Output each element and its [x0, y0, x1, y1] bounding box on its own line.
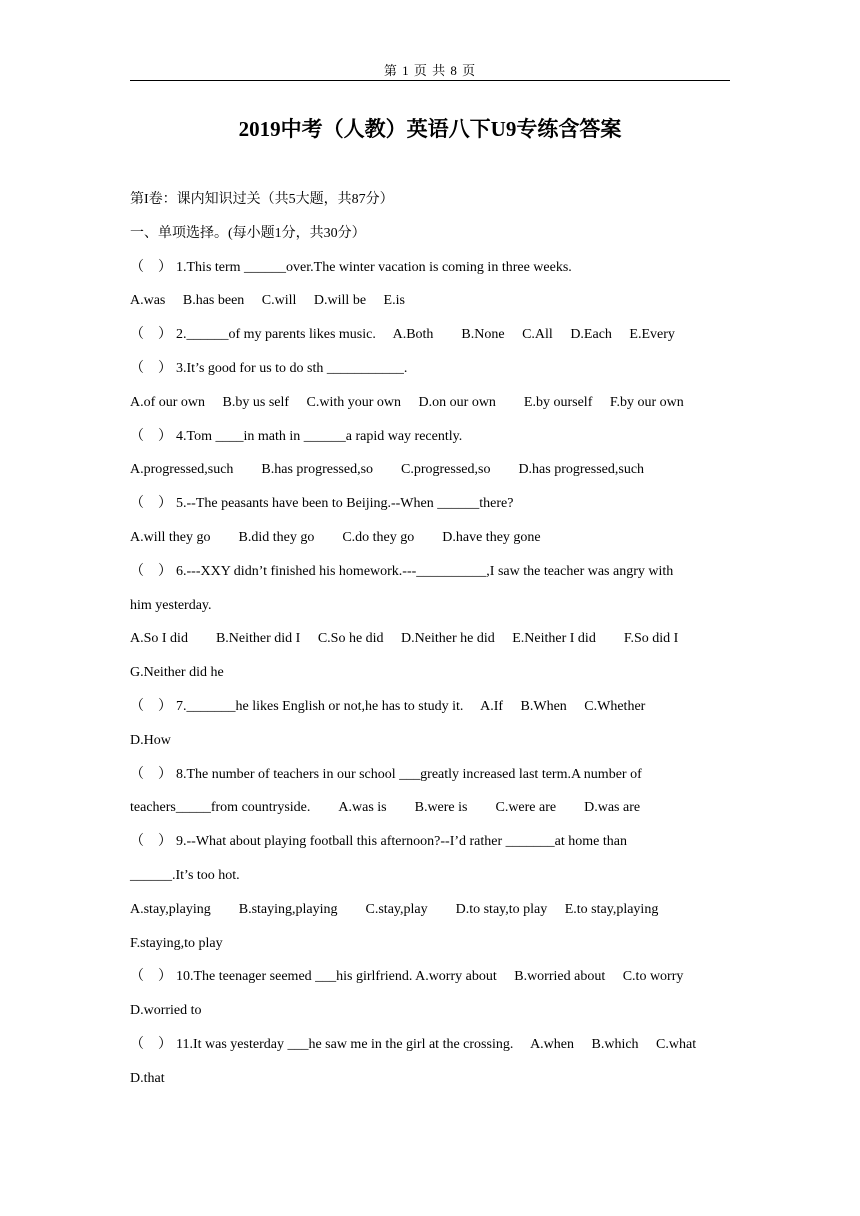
text-line — [130, 524, 735, 558]
page-header: 第 1 页 共 8 页 — [383, 63, 477, 78]
line-text: 5.--The peasants have been to Beijing.--When ______there? — [176, 496, 514, 512]
text-line — [130, 625, 735, 659]
question-line — [130, 321, 735, 355]
question-line — [130, 761, 735, 795]
text-line — [130, 794, 735, 828]
line-text: A.stay,playing B.staying,playing C.stay,play D.to stay,to play E.to stay,playing — [130, 901, 659, 917]
line-text: ______.It’s too hot. — [130, 867, 240, 883]
text-line — [130, 997, 735, 1031]
question-line — [130, 828, 735, 862]
text-line — [130, 220, 735, 254]
answer-blank: （ ） — [130, 698, 172, 714]
line-text: 8.The number of teachers in our school ___greatly increased last term.A number of — [176, 766, 642, 782]
document-body — [130, 186, 735, 1099]
answer-blank: （ ） — [130, 563, 172, 579]
answer-blank: （ ） — [130, 766, 172, 782]
text-line — [130, 287, 735, 321]
line-text: A.will they go B.did they go C.do they go D.have they gone — [130, 529, 541, 545]
text-line — [130, 456, 735, 490]
text-line — [130, 896, 735, 930]
line-text: 7._______he likes English or not,he has to study it. A.If B.When C.Whether — [176, 698, 646, 714]
line-text: A.progressed,such B.has progressed,so C.progressed,so D.has progressed,such — [130, 462, 645, 478]
line-text: 2.______of my parents likes music. A.Both B.None C.All D.Each E.Every — [176, 327, 675, 343]
text-line — [130, 862, 735, 896]
text-line — [130, 186, 735, 220]
answer-blank: （ ） — [130, 360, 172, 376]
answer-blank: （ ） — [130, 259, 172, 275]
answer-blank: （ ） — [130, 1036, 172, 1052]
line-text: A.So I did B.Neither did I C.So he did D.Neither he did E.Neither I did F.So did I — [130, 631, 679, 647]
line-text: 6.---XXY didn’t finished his homework.---__________,I saw the teacher was angry with — [176, 563, 674, 579]
line-text: teachers_____from countryside. A.was is B.were is C.were are D.was are — [130, 800, 641, 816]
line-text: D.worried to — [130, 1003, 202, 1019]
text-line — [130, 1065, 735, 1099]
line-text: 11.It was yesterday ___he saw me in the girl at the crossing. A.when B.which C.what — [176, 1036, 697, 1052]
header-divider — [130, 80, 730, 81]
line-text: 4.Tom ____in math in ______a rapid way recently. — [176, 428, 463, 444]
line-text: 第I卷：课内知识过关（共5大题，共87分） — [130, 192, 394, 207]
question-line — [130, 254, 735, 288]
question-line — [130, 693, 735, 727]
line-text: A.was B.has been C.will D.will be E.is — [130, 293, 405, 309]
answer-blank: （ ） — [130, 327, 172, 343]
answer-blank: （ ） — [130, 969, 172, 985]
line-text: F.staying,to play — [130, 935, 223, 951]
text-line — [130, 727, 735, 761]
question-line — [130, 558, 735, 592]
line-text: 一、单项选择。(每小题1分，共30分） — [130, 225, 366, 241]
document-title: 2019中考（人教）英语八下U9专练含答案 — [238, 117, 622, 141]
question-line — [130, 963, 735, 997]
question-line — [130, 490, 735, 524]
question-line — [130, 355, 735, 389]
text-line — [130, 592, 735, 626]
answer-blank: （ ） — [130, 496, 172, 512]
text-line — [130, 930, 735, 964]
question-line — [130, 423, 735, 457]
line-text: him yesterday. — [130, 597, 212, 613]
text-line — [130, 659, 735, 693]
line-text: 10.The teenager seemed ___his girlfriend. A.worry about B.worried about C.to worry — [176, 969, 684, 985]
line-text: G.Neither did he — [130, 665, 224, 681]
question-line — [130, 1031, 735, 1065]
line-text: D.that — [130, 1070, 165, 1086]
line-text: 9.--What about playing football this afternoon?--I’d rather _______at home than — [176, 834, 627, 850]
answer-blank: （ ） — [130, 428, 172, 444]
line-text: 1.This term ______over.The winter vacation is coming in three weeks. — [176, 259, 572, 275]
line-text: A.of our own B.by us self C.with your own D.on our own E.by ourself F.by our own — [130, 394, 684, 410]
answer-blank: （ ） — [130, 834, 172, 850]
line-text: D.How — [130, 732, 171, 748]
line-text: 3.It’s good for us to do sth ___________. — [176, 360, 408, 376]
text-line — [130, 389, 735, 423]
